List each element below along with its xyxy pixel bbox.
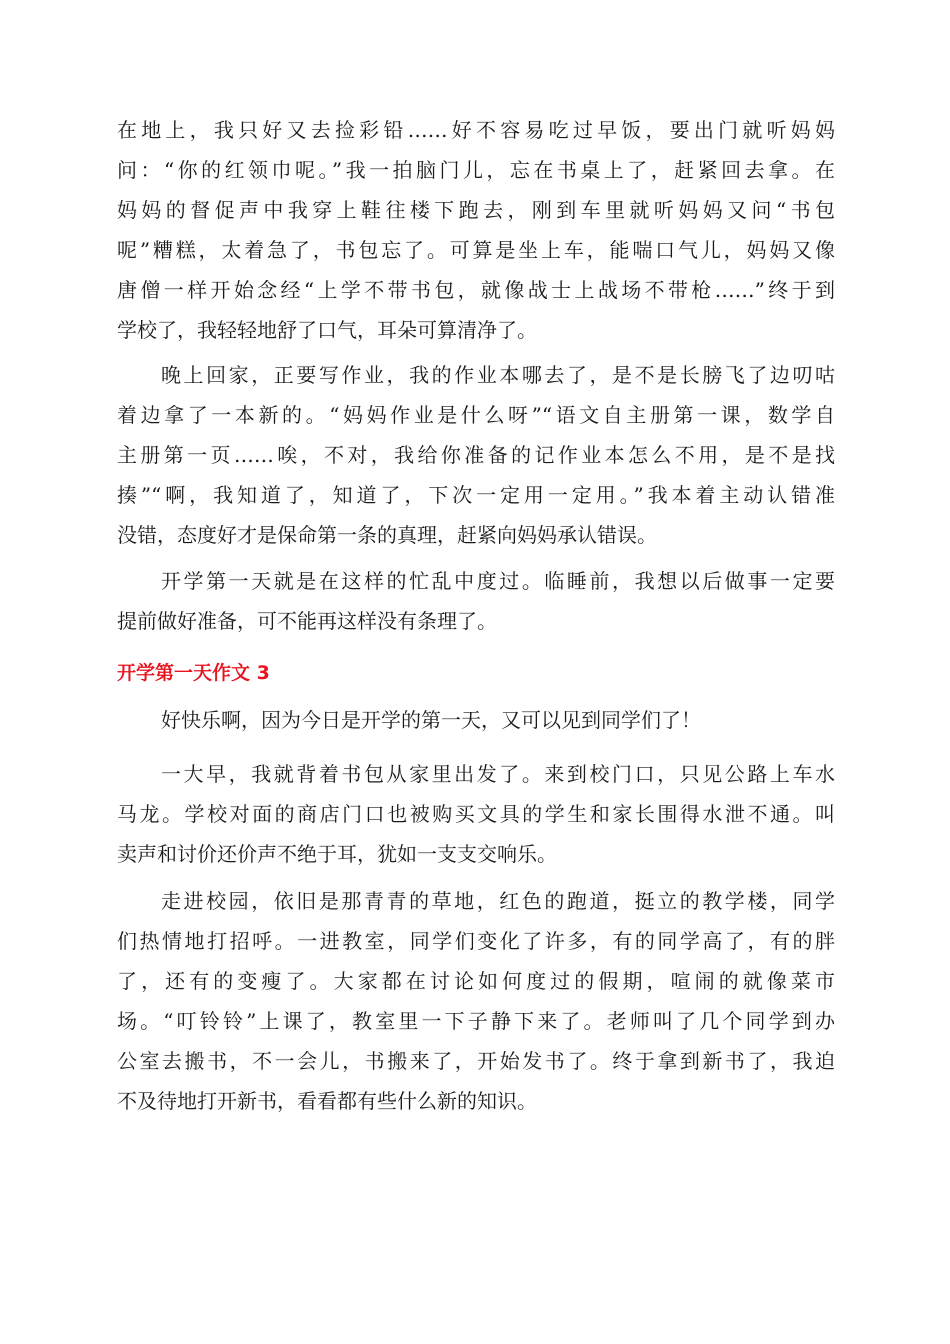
text-line: 一大早，我就背着书包从家里出发了。来到校门口，只见公路上车水 (161, 762, 835, 786)
paragraph-5 (117, 754, 835, 874)
paragraph-1 (117, 110, 835, 350)
text-line: 好快乐啊，因为今日是开学的第一天，又可以见到同学们了！ (161, 708, 701, 732)
text-line: 主册第一页……唉，不对，我给你准备的记作业本怎么不用，是不是找 (117, 443, 835, 467)
text-line: 妈妈的督促声中我穿上鞋往楼下跑去，刚到车里就听妈妈又问“书包 (117, 198, 835, 222)
text-line: 走进校园，依旧是那青青的草地，红色的跑道，挺立的教学楼，同学 (161, 889, 835, 913)
text-line: 卖声和讨价还价声不绝于耳，犹如一支支交响乐。 (117, 842, 557, 866)
text-line: 在地上，我只好又去捡彩铅……好不容易吃过早饭，要出门就听妈妈 (117, 118, 835, 142)
text-line: 场。“叮铃铃”上课了，教室里一下子静下来了。老师叫了几个同学到办 (117, 1009, 835, 1033)
text-line: 没错，态度好才是保命第一条的真理，赶紧向妈妈承认错误。 (117, 523, 657, 547)
paragraph-2 (117, 355, 835, 555)
text-line: 开学第一天就是在这样的忙乱中度过。临睡前，我想以后做事一定要 (161, 569, 835, 593)
text-line: 揍”“啊，我知道了，知道了，下次一定用一定用。”我本着主动认错准 (117, 483, 835, 507)
text-line: 问：“你的红领巾呢。”我一拍脑门儿，忘在书桌上了，赶紧回去拿。在 (117, 158, 835, 182)
text-line: 唐僧一样开始念经“上学不带书包，就像战士上战场不带枪……”终于到 (117, 278, 835, 302)
paragraph-3 (117, 561, 835, 641)
text-line: 着边拿了一本新的。“妈妈作业是什么呀”“语文自主册第一课，数学自 (117, 403, 835, 427)
text-line: 马龙。学校对面的商店门口也被购买文具的学生和家长围得水泄不通。叫 (117, 802, 835, 826)
text-line: 学校了，我轻轻地舒了口气，耳朵可算清净了。 (117, 318, 537, 342)
text-line: 了，还有的变瘦了。大家都在讨论如何度过的假期，喧闹的就像菜市 (117, 969, 835, 993)
text-line: 呢”糟糕，太着急了，书包忘了。可算是坐上车，能喘口气儿，妈妈又像 (117, 238, 835, 262)
text-line: 们热情地打招呼。一进教室，同学们变化了许多，有的同学高了，有的胖 (117, 929, 835, 953)
section-heading: 开学第一天作文 3 (117, 662, 270, 684)
paragraph-4 (117, 700, 835, 740)
text-line: 不及待地打开新书，看看都有些什么新的知识。 (117, 1089, 537, 1113)
paragraph-6 (117, 881, 835, 1121)
text-line: 公室去搬书，不一会儿，书搬来了，开始发书了。终于拿到新书了，我迫 (117, 1049, 835, 1073)
text-line: 晚上回家，正要写作业，我的作业本哪去了，是不是长膀飞了边叨咕 (161, 363, 835, 387)
text-line: 提前做好准备，可不能再这样没有条理了。 (117, 609, 497, 633)
